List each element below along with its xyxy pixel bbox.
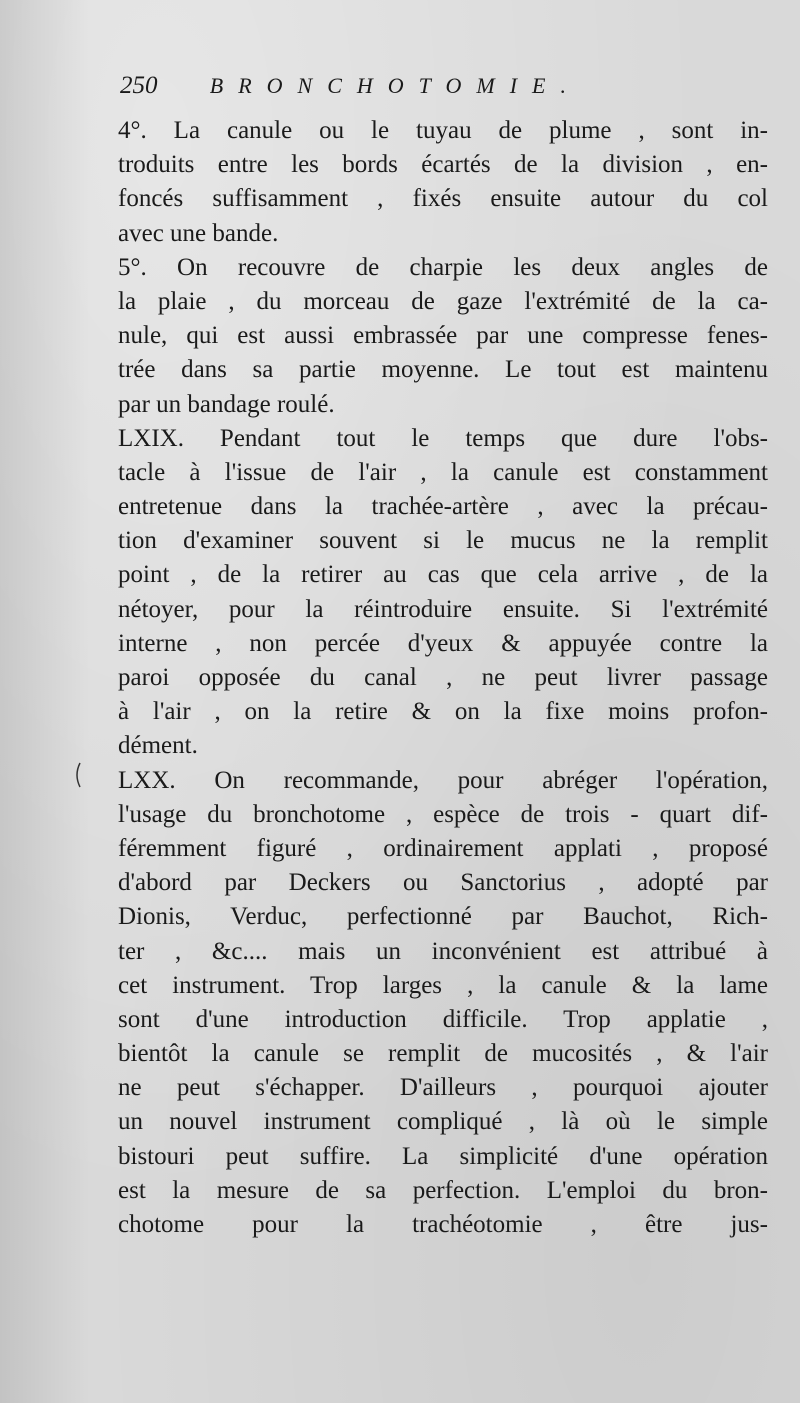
text-line: Dionis, Verduc, perfectionné par Bauchot, Rich- xyxy=(118,903,768,931)
text-line: à l'air , on la retire & on la fixe moins profon- xyxy=(118,698,768,726)
text-line: par un bandage roulé. xyxy=(118,390,335,418)
text-line: cet instrument. Trop larges , la canule & la lame xyxy=(118,971,768,999)
text-line: un nouvel instrument compliqué , là où le simple xyxy=(118,1108,768,1136)
text-line: interne , non percée d'yeux & appuyée contre la xyxy=(118,629,768,657)
text-line: bistouri peut suffire. La simplicité d'une opération xyxy=(118,1142,768,1170)
page-number: 250 xyxy=(120,72,158,99)
running-head xyxy=(120,66,780,106)
text-line: chotome pour la trachéotomie , être jus- xyxy=(118,1211,768,1238)
text-line: sont d'une introduction difficile. Trop applatie , xyxy=(118,1005,768,1033)
text-line: tacle à l'issue de l'air , la canule est constamment xyxy=(118,458,768,486)
text-line: entretenue dans la trachée-artère , avec la précau- xyxy=(118,493,768,521)
text-line: féremment figuré , ordinairement applati , proposé xyxy=(118,834,768,862)
text-line: d'abord par Deckers ou Sanctorius , adopté par xyxy=(118,869,768,897)
text-line: 4°. La canule ou le tuyau de plume , sont in- xyxy=(118,117,768,144)
text-line: LXX. On recommande, pour abréger l'opération, xyxy=(118,766,768,794)
text-line: ter , &c.... mais un inconvénient est attribué à xyxy=(118,937,768,965)
body-text xyxy=(118,114,768,1242)
text-line: avec une bande. xyxy=(118,219,279,247)
text-line: tion d'examiner souvent si le mucus ne la remplit xyxy=(118,527,768,555)
gutter-shadow xyxy=(0,0,90,1403)
text-line: foncés suffisamment , fixés ensuite autour du col xyxy=(118,185,768,213)
text-line: troduits entre les bords écartés de la division , en- xyxy=(118,151,768,179)
text-line: paroi opposée du canal , ne peut livrer passage xyxy=(118,664,768,691)
text-line: nétoyer, pour la réintroduire ensuite. Si l'extrémité xyxy=(118,595,768,623)
margin-mark xyxy=(72,762,82,788)
text-line: la plaie , du morceau de gaze l'extrémité de la ca- xyxy=(118,287,768,315)
text-line: bientôt la canule se remplit de mucosités , & l'air xyxy=(118,1040,768,1068)
text-line: trée dans sa partie moyenne. Le tout est maintenu xyxy=(118,356,768,384)
text-line: l'usage du bronchotome , espèce de trois - quart dif- xyxy=(118,800,768,828)
text-line: est la mesure de sa perfection. L'emploi du bron- xyxy=(118,1176,768,1204)
text-line: dément. xyxy=(118,732,198,760)
text-line: point , de la retirer au cas que cela arrive , de la xyxy=(118,561,768,589)
text-line: 5°. On recouvre de charpie les deux angles de xyxy=(118,253,768,281)
text-line: ne peut s'échapper. D'ailleurs , pourquoi ajouter xyxy=(118,1074,768,1102)
running-title: BRONCHOTOMIE. xyxy=(209,73,581,98)
text-line: nule, qui est aussi embrassée par une compresse fenes- xyxy=(118,322,768,350)
text-line: LXIX. Pendant tout le temps que dure l'obs- xyxy=(118,424,768,452)
